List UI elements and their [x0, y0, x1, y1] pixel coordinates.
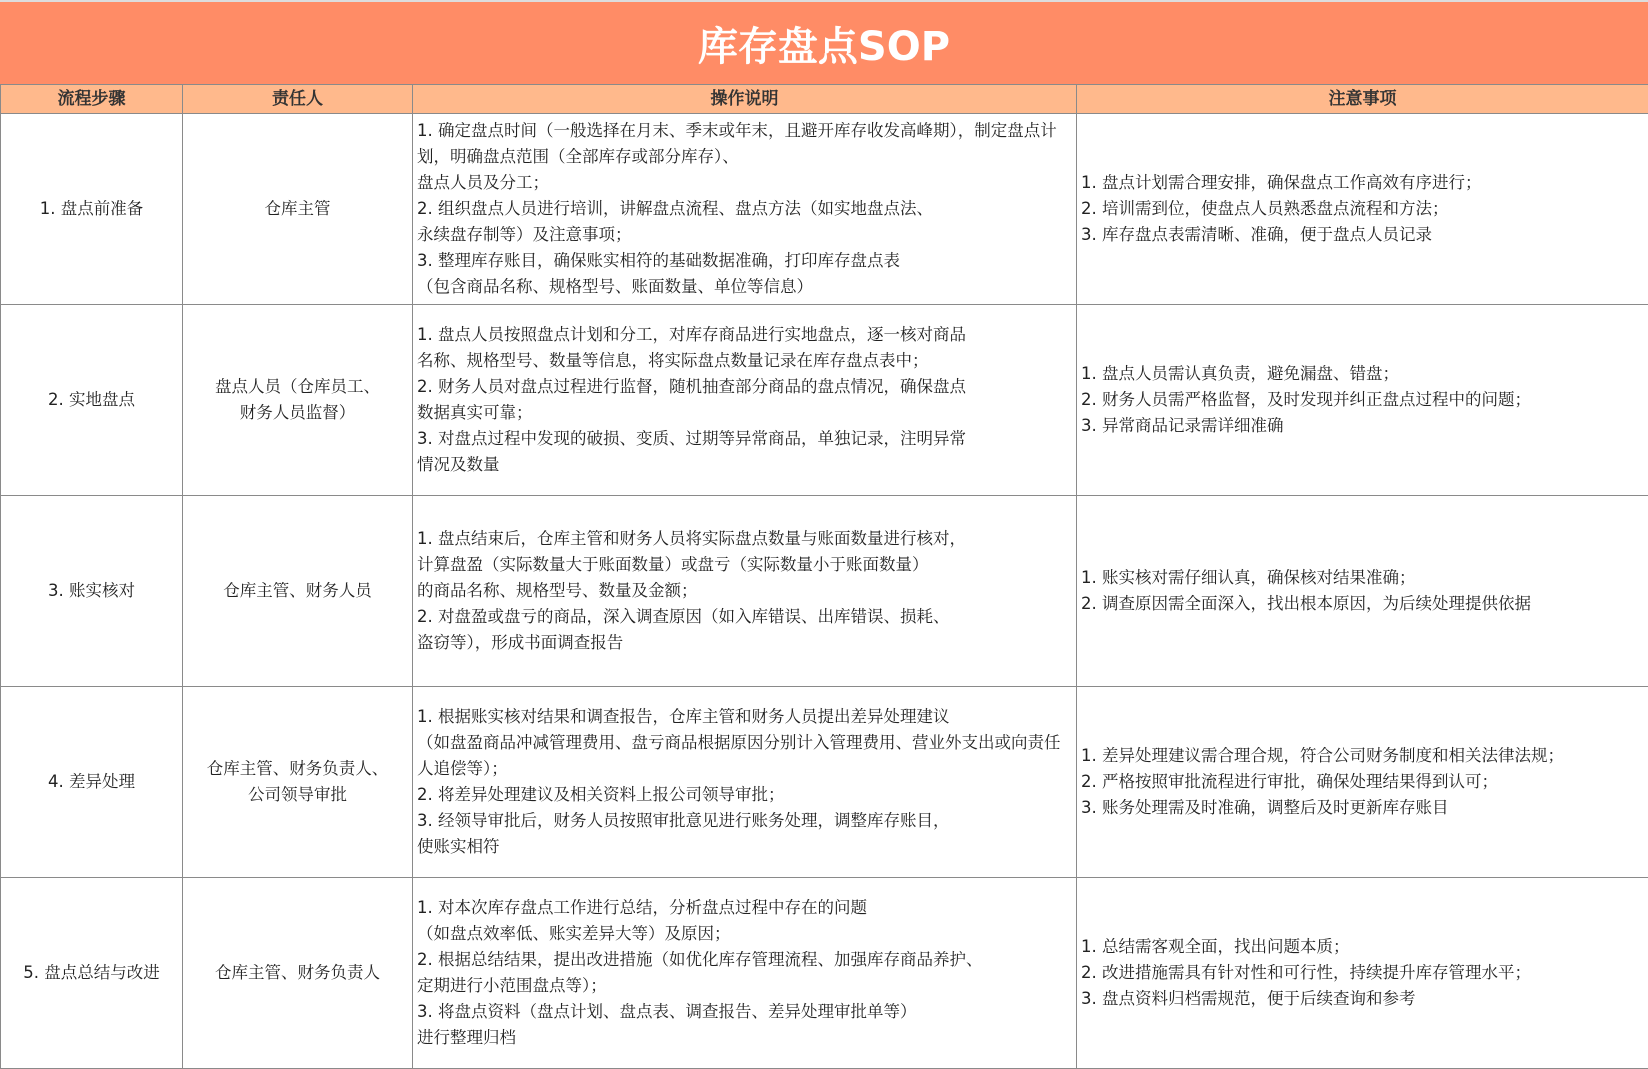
table-row — [1, 687, 1648, 878]
table-row — [1, 878, 1648, 1069]
header-owner: 责任人 — [183, 85, 413, 114]
owner-cell: 仓库主管、财务人员 — [183, 496, 413, 687]
table-row — [1, 496, 1648, 687]
owner-cell: 仓库主管 — [183, 114, 413, 305]
description-cell: 1. 盘点人员按照盘点计划和分工，对库存商品进行实地盘点，逐一核对商品 名称、规格型号、数量等信息，将实际盘点数量记录在库存盘点表中； 2. 财务人员对盘点过程进行监督，随机抽查部分商品的盘点情况，确保盘点 数据真实可靠； 3. 对盘点过程中发现的破损、变质、过期等异常商品，单独记录，注明异常 情况及数量 — [413, 305, 1077, 496]
description-cell: 1. 对本次库存盘点工作进行总结，分析盘点过程中存在的问题 （如盘点效率低、账实差异大等）及原因； 2. 根据总结结果，提出改进措施（如优化库存管理流程、加强库存商品养护、 定期进行小范围盘点等）； 3. 将盘点资料（盘点计划、盘点表、调查报告、差异处理审批单等） 进行整理归档 — [413, 878, 1077, 1069]
notes-cell: 1. 盘点人员需认真负责，避免漏盘、错盘； 2. 财务人员需严格监督，及时发现并纠正盘点过程中的问题； 3. 异常商品记录需详细准确 — [1077, 305, 1648, 496]
notes-cell: 1. 账实核对需仔细认真，确保核对结果准确； 2. 调查原因需全面深入，找出根本原因，为后续处理提供依据 — [1077, 496, 1648, 687]
owner-cell: 仓库主管、财务负责人 — [183, 878, 413, 1069]
owner-cell: 仓库主管、财务负责人、 公司领导审批 — [183, 687, 413, 878]
header-notes: 注意事项 — [1077, 85, 1648, 114]
table-row — [1, 305, 1648, 496]
owner-cell: 盘点人员（仓库员工、 财务人员监督） — [183, 305, 413, 496]
description-cell: 1. 根据账实核对结果和调查报告，仓库主管和财务人员提出差异处理建议 （如盘盈商品冲减管理费用、盘亏商品根据原因分别计入管理费用、营业外支出或向责任人追偿等）； 2. 将差异处理建议及相关资料上报公司领导审批； 3. 经领导审批后，财务人员按照审批意见进行账务处理，调整库存账目， 使账实相符 — [413, 687, 1077, 878]
header-step: 流程步骤 — [1, 85, 183, 114]
description-cell: 1. 确定盘点时间（一般选择在月末、季末或年末，且避开库存收发高峰期），制定盘点计划，明确盘点范围（全部库存或部分库存）、 盘点人员及分工； 2. 组织盘点人员进行培训，讲解盘点流程、盘点方法（如实地盘点法、 永续盘存制等）及注意事项； 3. 整理库存账目，确保账实相符的基础数据准确，打印库存盘点表 （包含商品名称、规格型号、账面数量、单位等信息） — [413, 114, 1077, 305]
notes-cell: 1. 盘点计划需合理安排，确保盘点工作高效有序进行； 2. 培训需到位，使盘点人员熟悉盘点流程和方法； 3. 库存盘点表需清晰、准确，便于盘点人员记录 — [1077, 114, 1648, 305]
step-cell: 3. 账实核对 — [1, 496, 183, 687]
step-cell: 1. 盘点前准备 — [1, 114, 183, 305]
step-cell: 4. 差异处理 — [1, 687, 183, 878]
description-cell: 1. 盘点结束后，仓库主管和财务人员将实际盘点数量与账面数量进行核对， 计算盘盈（实际数量大于账面数量）或盘亏（实际数量小于账面数量） 的商品名称、规格型号、数量及金额； 2. 对盘盈或盘亏的商品，深入调查原因（如入库错误、出库错误、损耗、 盗窃等），形成书面调查报告 — [413, 496, 1077, 687]
sop-table — [0, 84, 1648, 1069]
notes-cell: 1. 差异处理建议需合理合规，符合公司财务制度和相关法律法规； 2. 严格按照审批流程进行审批，确保处理结果得到认可； 3. 账务处理需及时准确，调整后及时更新库存账目 — [1077, 687, 1648, 878]
page-title: 库存盘点SOP — [0, 0, 1648, 84]
step-cell: 2. 实地盘点 — [1, 305, 183, 496]
header-row — [1, 85, 1648, 114]
notes-cell: 1. 总结需客观全面，找出问题本质； 2. 改进措施需具有针对性和可行性，持续提升库存管理水平； 3. 盘点资料归档需规范，便于后续查询和参考 — [1077, 878, 1648, 1069]
table-row — [1, 114, 1648, 305]
step-cell: 5. 盘点总结与改进 — [1, 878, 183, 1069]
header-description: 操作说明 — [413, 85, 1077, 114]
